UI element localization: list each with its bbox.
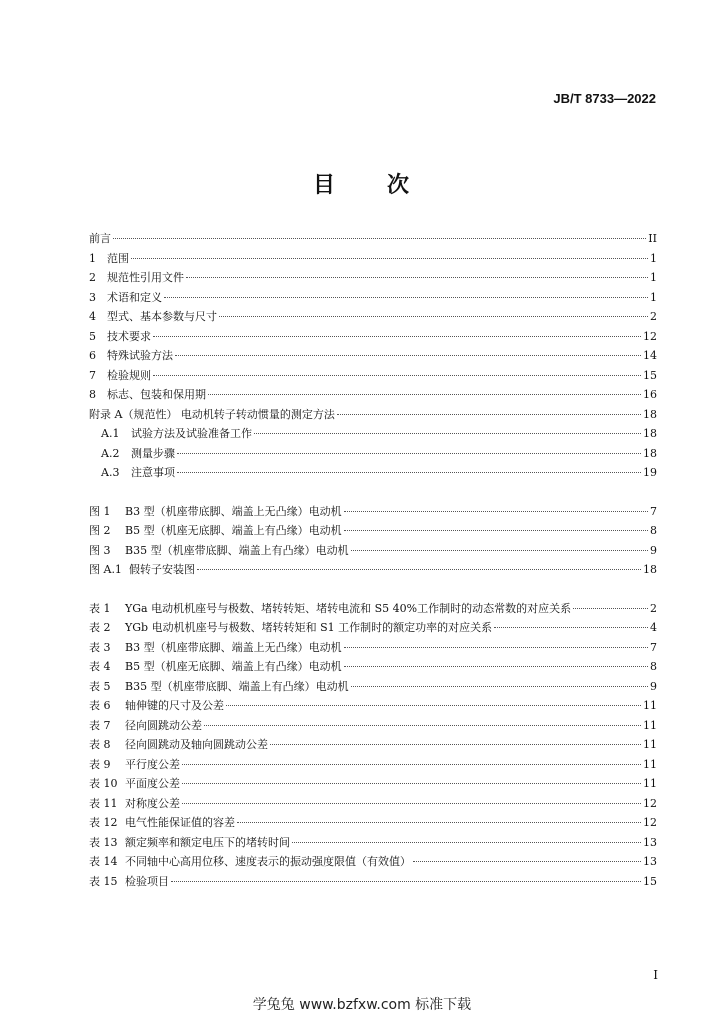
toc-entry-number: 2 bbox=[89, 271, 96, 284]
toc-entry-label: 前言 bbox=[89, 232, 111, 245]
toc-entry[interactable] bbox=[89, 327, 657, 347]
toc-subentry[interactable] bbox=[89, 444, 657, 464]
table-entry[interactable] bbox=[89, 833, 657, 853]
table-page: 7 bbox=[650, 640, 657, 654]
leader-dots bbox=[226, 705, 641, 706]
table-number: 表 3 bbox=[89, 640, 111, 654]
toc-entry-label: 特殊试验方法 bbox=[107, 349, 173, 362]
leader-dots bbox=[113, 238, 646, 239]
title-char-1: 目 bbox=[312, 173, 337, 198]
table-page: 11 bbox=[643, 777, 657, 790]
table-entry[interactable] bbox=[89, 755, 657, 775]
table-entry[interactable] bbox=[89, 774, 657, 794]
leader-dots bbox=[237, 822, 641, 823]
leader-dots bbox=[573, 608, 648, 609]
table-number: 表 5 bbox=[89, 679, 111, 693]
toc-entry[interactable] bbox=[89, 385, 657, 405]
table-number: 表 4 bbox=[89, 660, 111, 673]
table-entry[interactable] bbox=[89, 696, 657, 716]
figure-label: 假转子安装图 bbox=[129, 563, 195, 576]
table-number: 表 7 bbox=[89, 718, 111, 732]
figure-number: 图 2 bbox=[89, 524, 111, 537]
toc-entry[interactable] bbox=[89, 346, 657, 366]
leader-dots bbox=[344, 666, 648, 667]
leader-dots bbox=[254, 433, 641, 434]
toc-entry-page: 18 bbox=[643, 446, 657, 460]
toc-entry-number: A.3 bbox=[101, 466, 120, 479]
toc-entry-number: 6 bbox=[89, 349, 96, 362]
table-page: 11 bbox=[643, 757, 657, 771]
leader-dots bbox=[219, 316, 648, 317]
table-page: 9 bbox=[650, 679, 657, 693]
figure-number: 图 1 bbox=[89, 504, 111, 518]
toc-entry-page: 14 bbox=[643, 349, 657, 362]
table-number: 表 10 bbox=[89, 777, 118, 790]
toc-entry-page: 12 bbox=[643, 329, 657, 343]
toc-entry[interactable] bbox=[89, 249, 657, 269]
toc-entry-appendix[interactable] bbox=[89, 405, 657, 425]
table-number: 表 13 bbox=[89, 835, 118, 849]
table-number: 表 1 bbox=[89, 601, 111, 615]
toc-entry-page: 1 bbox=[650, 290, 657, 304]
table-label: 电气性能保证值的容差 bbox=[125, 816, 235, 829]
table-entry[interactable] bbox=[89, 735, 657, 755]
leader-dots bbox=[182, 764, 641, 765]
toc-entry-page: 1 bbox=[650, 251, 657, 265]
figure-page: 18 bbox=[643, 563, 657, 576]
leader-dots bbox=[175, 355, 641, 356]
table-page: 13 bbox=[643, 855, 657, 868]
table-label: 平面度公差 bbox=[125, 777, 180, 790]
leader-dots bbox=[208, 394, 641, 395]
standard-code: JB/T 8733—2022 bbox=[553, 91, 656, 106]
table-entry[interactable] bbox=[89, 599, 657, 619]
leader-dots bbox=[182, 803, 641, 804]
toc-entry-label: 附录 A（规范性） 电动机转子转动惯量的测定方法 bbox=[89, 407, 335, 421]
table-number: 表 2 bbox=[89, 621, 111, 634]
leader-dots bbox=[131, 258, 648, 259]
figure-entry[interactable] bbox=[89, 502, 657, 522]
toc-entry[interactable] bbox=[89, 288, 657, 308]
table-label: 额定频率和额定电压下的堵转时间 bbox=[125, 835, 290, 849]
leader-dots bbox=[351, 686, 648, 687]
table-entry[interactable] bbox=[89, 716, 657, 736]
figure-entry[interactable] bbox=[89, 541, 657, 561]
table-number: 表 9 bbox=[89, 757, 111, 771]
toc-subentry[interactable] bbox=[89, 463, 657, 483]
table-entry[interactable] bbox=[89, 638, 657, 658]
leader-dots bbox=[182, 783, 641, 784]
figure-entry[interactable] bbox=[89, 560, 657, 580]
table-label: YGb 电动机机座号与极数、堵转转矩和 S1 工作制时的额定功率的对应关系 bbox=[125, 621, 493, 634]
figure-page: 7 bbox=[650, 504, 657, 518]
leader-dots bbox=[413, 861, 641, 862]
toc-subentry[interactable] bbox=[89, 424, 657, 444]
table-page: 13 bbox=[643, 835, 657, 849]
table-label: 径向圆跳动公差 bbox=[125, 718, 202, 732]
toc-entry-label: 技术要求 bbox=[107, 329, 151, 343]
figure-number: 图 A.1 bbox=[89, 563, 122, 576]
table-number: 表 15 bbox=[89, 874, 118, 888]
leader-dots bbox=[292, 842, 641, 843]
toc-entry-number: A.1 bbox=[101, 427, 120, 440]
toc-entry-label: 检验规则 bbox=[107, 368, 151, 382]
figure-label: B3 型（机座带底脚、端盖上无凸缘）电动机 bbox=[125, 504, 342, 518]
toc-entry-number: 8 bbox=[89, 388, 96, 401]
table-page: 12 bbox=[643, 796, 657, 810]
table-label: 径向圆跳动及轴向圆跳动公差 bbox=[125, 738, 268, 751]
table-number: 表 11 bbox=[89, 796, 118, 810]
table-page: 11 bbox=[643, 699, 657, 712]
figure-page: 8 bbox=[650, 524, 657, 537]
table-label: 平行度公差 bbox=[125, 757, 180, 771]
toc-entry-label: 规范性引用文件 bbox=[107, 271, 184, 284]
toc-entry-number: 7 bbox=[89, 368, 96, 382]
table-number: 表 6 bbox=[89, 699, 111, 712]
table-label: 轴伸键的尺寸及公差 bbox=[125, 699, 224, 712]
toc-entry-page: 18 bbox=[643, 427, 657, 440]
leader-dots bbox=[186, 277, 648, 278]
table-label: 对称度公差 bbox=[125, 796, 180, 810]
table-entry[interactable] bbox=[89, 677, 657, 697]
toc-entry[interactable] bbox=[89, 268, 657, 288]
leader-dots bbox=[204, 725, 641, 726]
watermark-text: 学兔兔 www.bzfxw.com 标准下载 bbox=[252, 997, 472, 1013]
table-label: 不同轴中心高用位移、速度表示的振动强度限值（有效值） bbox=[125, 855, 411, 868]
table-label: YGa 电动机机座号与极数、堵转转矩、堵转电流和 S5 40%工作制时的动态常数的对应关系 bbox=[125, 601, 572, 615]
table-of-contents bbox=[89, 229, 657, 891]
toc-entry-page: 16 bbox=[643, 388, 657, 401]
toc-entry-label: 试验方法及试验准备工作 bbox=[131, 427, 252, 440]
table-page: 12 bbox=[643, 816, 657, 829]
table-page: 2 bbox=[650, 601, 657, 615]
figure-label: B5 型（机座无底脚、端盖上有凸缘）电动机 bbox=[125, 524, 342, 537]
leader-dots bbox=[177, 453, 641, 454]
table-number: 表 8 bbox=[89, 738, 111, 751]
table-number: 表 14 bbox=[89, 855, 118, 868]
toc-entry-page: 2 bbox=[650, 310, 657, 323]
table-entry[interactable] bbox=[89, 813, 657, 833]
leader-dots bbox=[177, 472, 641, 473]
leader-dots bbox=[344, 511, 648, 512]
toc-entry-page: II bbox=[648, 232, 657, 245]
toc-entry-label: 型式、基本参数与尺寸 bbox=[107, 310, 217, 323]
leader-dots bbox=[270, 744, 641, 745]
leader-dots bbox=[171, 881, 641, 882]
page-number: I bbox=[653, 968, 658, 982]
table-number: 表 12 bbox=[89, 816, 118, 829]
table-page: 8 bbox=[650, 660, 657, 673]
toc-entry-number: 1 bbox=[89, 251, 96, 265]
leader-dots bbox=[337, 414, 641, 415]
figure-label: B35 型（机座带底脚、端盖上有凸缘）电动机 bbox=[125, 543, 349, 557]
toc-entry-page: 18 bbox=[643, 407, 657, 421]
leader-dots bbox=[164, 297, 648, 298]
table-label: B3 型（机座带底脚、端盖上无凸缘）电动机 bbox=[125, 640, 342, 654]
toc-entry-number: 4 bbox=[89, 310, 96, 323]
table-page: 11 bbox=[643, 718, 657, 732]
leader-dots bbox=[344, 647, 648, 648]
figure-page: 9 bbox=[650, 543, 657, 557]
toc-entry-label: 注意事项 bbox=[131, 466, 175, 479]
table-entry[interactable] bbox=[89, 852, 657, 872]
toc-entry-label: 术语和定义 bbox=[107, 290, 162, 304]
leader-dots bbox=[351, 550, 648, 551]
figure-number: 图 3 bbox=[89, 543, 111, 557]
leader-dots bbox=[344, 530, 648, 531]
toc-entry-page: 1 bbox=[650, 271, 657, 284]
toc-entry-page: 19 bbox=[643, 466, 657, 479]
toc-entry[interactable] bbox=[89, 307, 657, 327]
toc-entry[interactable] bbox=[89, 366, 657, 386]
toc-entry[interactable] bbox=[89, 229, 657, 249]
table-page: 11 bbox=[643, 738, 657, 751]
figure-entry[interactable] bbox=[89, 521, 657, 541]
toc-entry-number: 3 bbox=[89, 290, 96, 304]
toc-entry-number: 5 bbox=[89, 329, 96, 343]
leader-dots bbox=[494, 627, 648, 628]
table-label: B5 型（机座无底脚、端盖上有凸缘）电动机 bbox=[125, 660, 342, 673]
table-entry[interactable] bbox=[89, 872, 657, 892]
table-entry[interactable] bbox=[89, 618, 657, 638]
leader-dots bbox=[153, 336, 641, 337]
table-label: B35 型（机座带底脚、端盖上有凸缘）电动机 bbox=[125, 679, 349, 693]
table-entry[interactable] bbox=[89, 794, 657, 814]
toc-entry-label: 测量步骤 bbox=[131, 446, 175, 460]
table-label: 检验项目 bbox=[125, 874, 169, 888]
leader-dots bbox=[197, 569, 641, 570]
toc-entry-page: 15 bbox=[643, 368, 657, 382]
table-page: 4 bbox=[650, 621, 657, 634]
leader-dots bbox=[153, 375, 641, 376]
title-char-2: 次 bbox=[387, 173, 412, 198]
toc-entry-label: 标志、包装和保用期 bbox=[107, 388, 206, 401]
table-entry[interactable] bbox=[89, 657, 657, 677]
toc-entry-number: A.2 bbox=[101, 446, 120, 460]
table-page: 15 bbox=[643, 874, 657, 888]
toc-entry-label: 范围 bbox=[107, 251, 129, 265]
page-title bbox=[0, 168, 724, 199]
